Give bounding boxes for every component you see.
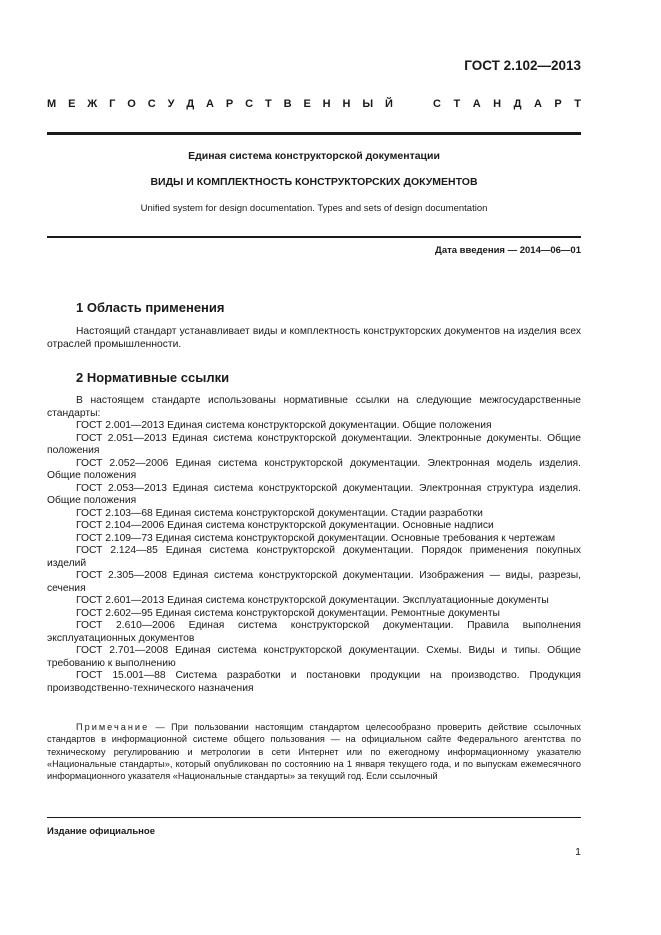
reference-item: ГОСТ 2.124—85 Единая система конструкторской документации. Порядок применения покупных изделий <box>47 545 581 569</box>
reference-item: ГОСТ 2.053—2013 Единая система конструкторской документации. Электронная структура изделия. Общие положения <box>47 482 581 506</box>
banner-letter: Г <box>109 98 116 110</box>
normative-references-list <box>47 420 581 695</box>
interstate-standard-banner <box>47 98 581 110</box>
banner-letter: Н <box>322 98 331 110</box>
document-title: ВИДЫ И КОМПЛЕКТНОСТЬ КОНСТРУКТОРСКИХ ДОКУМЕНТОВ <box>150 176 478 188</box>
banner-letter: Й <box>385 98 393 110</box>
header-divider-thick <box>47 132 581 135</box>
banner-letter: Е <box>303 98 311 110</box>
banner-letter: А <box>533 98 542 110</box>
reference-item: ГОСТ 2.103—68 Единая система конструкторской документации. Стадии разработки <box>76 507 483 519</box>
introduction-date: Дата введения — 2014—06—01 <box>435 245 581 256</box>
banner-letter: Н <box>342 98 351 110</box>
document-number: ГОСТ 2.102—2013 <box>464 58 581 73</box>
banner-letter: С <box>147 98 156 110</box>
banner-letter: Ж <box>87 98 98 110</box>
banner-letter: Р <box>554 98 562 110</box>
section-1-heading: 1 Область применения <box>76 300 225 315</box>
reference-item: ГОСТ 2.601—2013 Единая система конструкторской документации. Эксплуатационные документы <box>76 595 549 606</box>
note-label: Примечание <box>76 722 150 732</box>
banner-letter: А <box>472 98 481 110</box>
reference-item: ГОСТ 2.104—2006 Единая система конструкторской документации. Основные надписи <box>76 520 494 531</box>
interstate-word <box>47 98 393 110</box>
reference-item: ГОСТ 2.109—73 Единая система конструкторской документации. Основные требования к чертежам <box>76 532 556 544</box>
banner-letter: Р <box>225 98 234 110</box>
reference-item: ГОСТ 2.001—2013 Единая система конструкторской документации. Общие положения <box>76 420 492 431</box>
reference-item: ГОСТ 15.001—88 Система разработки и постановки продукции на производство. Продукция производственно-технического назначения <box>47 670 581 694</box>
reference-item: ГОСТ 2.305—2008 Единая система конструкторской документации. Изображения — виды, разрезы, сечения <box>47 570 581 594</box>
banner-letter: У <box>167 98 175 110</box>
document-title-english: Unified system for design documentation. Types and sets of design documentation <box>140 203 488 214</box>
reference-item: ГОСТ 2.052—2006 Единая система конструкторской документации. Электронная модель изделия. Общие положения <box>47 457 581 481</box>
section-2-heading: 2 Нормативные ссылки <box>76 370 230 385</box>
reference-item: ГОСТ 2.602—95 Единая система конструкторской документации. Ремонтные документы <box>76 607 500 619</box>
banner-letter: Т <box>264 98 272 110</box>
reference-item: ГОСТ 2.051—2013 Единая система конструкторской документации. Электронные документы. Общие положения <box>47 432 581 456</box>
standard-word <box>433 98 581 110</box>
banner-letter: В <box>283 98 292 110</box>
system-title: Единая система конструкторской документации <box>188 150 440 162</box>
banner-letter: А <box>206 98 214 110</box>
banner-letter: Т <box>453 98 461 110</box>
footer-divider <box>47 817 581 818</box>
section-2-intro: В настоящем стандарте использованы нормативные ссылки на следующие межгосударственные стандарты: <box>47 395 581 420</box>
banner-letter: О <box>127 98 136 110</box>
reference-item: ГОСТ 2.701—2008 Единая система конструкторской документации. Схемы. Виды и типы. Общие требованию к выполнению <box>47 645 581 669</box>
banner-letter: Д <box>186 98 195 110</box>
banner-letter: Т <box>574 98 581 110</box>
note-text: — При пользовании настоящим стандартом целесообразно проверить действие ссылочных стандартов в информационной системе общего пользования — на официальном сайте Федерального агентства по техническому регулированию и метрологии в сети Интернет или по ежегодному информационному указателю «Национальные стандарты», который опубликован по состоянию на 1 января текущего года, и по выпускам ежемесячного информационного указателя «Национальные стандарты» за текущий год. Если ссылочный <box>47 722 581 782</box>
banner-letter: М <box>47 98 57 110</box>
reference-item: ГОСТ 2.610—2006 Единая система конструкторской документации. Правила выполнения эксплуатационных документов <box>47 620 581 644</box>
page-number: 1 <box>575 846 581 858</box>
header-divider <box>47 236 581 238</box>
official-edition-label: Издание официальное <box>47 826 155 837</box>
references-note <box>47 721 581 782</box>
banner-letter: Н <box>493 98 502 110</box>
banner-letter: С <box>433 98 441 110</box>
banner-letter: Д <box>513 98 522 110</box>
banner-letter: Е <box>68 98 76 110</box>
banner-letter: С <box>245 98 254 110</box>
banner-letter: Ы <box>362 98 374 110</box>
section-1-text: Настоящий стандарт устанавливает виды и комплектность конструкторских документов на изделия всех отраслей промышленности. <box>47 326 581 351</box>
